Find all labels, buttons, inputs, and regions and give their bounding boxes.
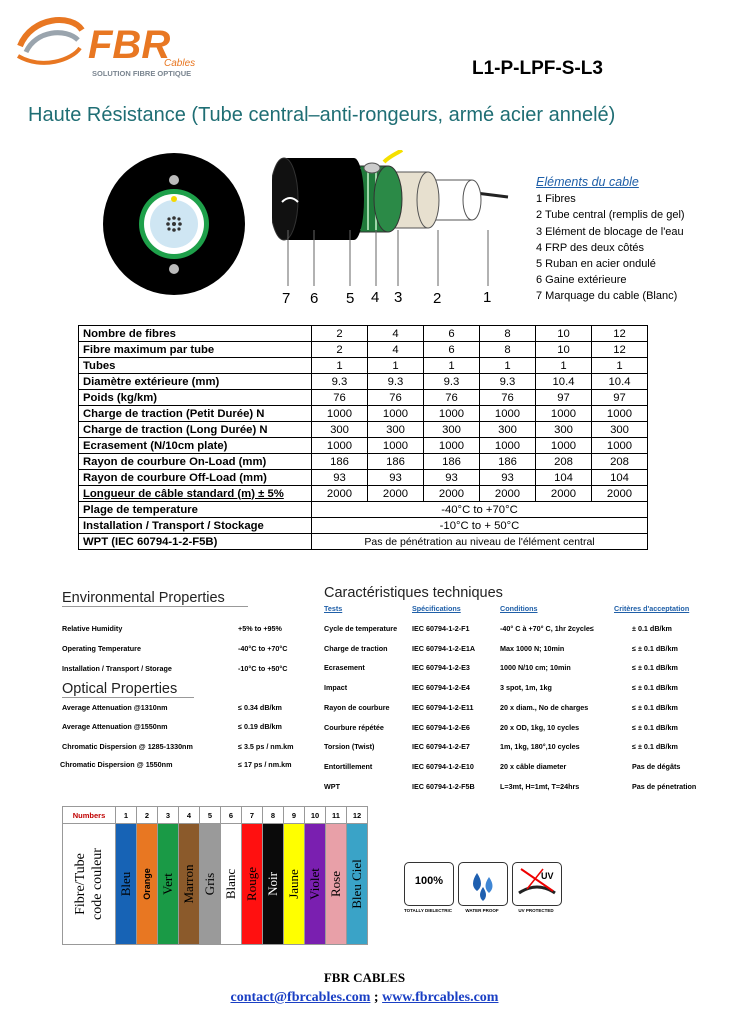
color-name: Violet — [307, 868, 322, 900]
fibre-tube-color-header: Fibre/Tube code couleur — [63, 824, 116, 945]
cable-elements-list — [536, 174, 726, 305]
tech-cell: Courbure répétée — [324, 722, 384, 732]
spec-value: 12 — [592, 342, 648, 358]
tech-cell: -40° C à +70° C, 1hr 2cycle≤ — [500, 624, 594, 633]
svg-text:UV: UV — [541, 871, 554, 881]
spec-value: 1000 — [592, 438, 648, 454]
tech-cell: IEC 60794-1-2-E6 — [412, 722, 470, 732]
optical-value: ≤ 17 ps / nm.km — [238, 760, 292, 769]
spec-value: 1 — [312, 358, 368, 374]
color-number: 4 — [179, 807, 200, 824]
color-swatch — [305, 824, 326, 945]
water-proof-caption: WATER PROOF — [465, 908, 499, 913]
spec-value: 1000 — [368, 406, 424, 422]
spec-value: 2000 — [312, 486, 368, 502]
element-item: 2 Tube central (remplis de gel) — [536, 209, 685, 222]
spec-value: 2000 — [536, 486, 592, 502]
spec-value: 2000 — [592, 486, 648, 502]
spec-row — [79, 438, 648, 454]
cable-cross-section-diagram — [102, 152, 246, 296]
spec-label: Charge de traction (Petit Durée) N — [79, 406, 312, 422]
footer-separator: ; — [370, 990, 383, 1005]
spec-label: Diamètre extérieure (mm) — [79, 374, 312, 390]
spec-row — [79, 326, 648, 342]
spec-value: 12 — [592, 326, 648, 342]
website-link[interactable]: www.fbrcables.com — [382, 990, 499, 1005]
color-number: 11 — [326, 807, 347, 824]
tech-cell: L=3mt, H=1mt, T=24hrs — [500, 781, 580, 791]
color-number: 6 — [221, 807, 242, 824]
color-name: Bleu — [118, 871, 133, 897]
spec-value: 300 — [536, 422, 592, 438]
color-swatch — [200, 824, 221, 945]
color-name: Bleu Ciel — [349, 859, 364, 909]
optical-value: ≤ 0.34 dB/km — [238, 703, 282, 712]
spec-value: 1 — [592, 358, 648, 374]
optical-value: ≤ 0.19 dB/km — [238, 722, 282, 731]
spec-value: 93 — [368, 470, 424, 486]
spec-value: 1000 — [424, 406, 480, 422]
color-swatch — [116, 824, 137, 945]
spec-row — [79, 470, 648, 486]
tech-cell: Charge de traction — [324, 643, 388, 653]
color-number: 1 — [116, 807, 137, 824]
tech-cell: IEC 60794-1-2-E4 — [412, 683, 470, 693]
spec-row — [79, 374, 648, 390]
spec-label: Poids (kg/km) — [79, 390, 312, 406]
color-swatch — [137, 824, 158, 945]
color-swatch — [284, 824, 305, 945]
color-swatch — [242, 824, 263, 945]
tech-cell: ≤ ± 0.1 dB/km — [632, 722, 678, 732]
spec-value: 1000 — [480, 406, 536, 422]
color-number: 8 — [263, 807, 284, 824]
tech-cell: IEC 60794-1-2-F1 — [412, 624, 470, 633]
spec-value: 2000 — [368, 486, 424, 502]
spec-value: 186 — [368, 454, 424, 470]
spec-value: 104 — [536, 470, 592, 486]
spec-label: Ecrasement (N/10cm plate) — [79, 438, 312, 454]
spec-value: Pas de pénétration au niveau de l'élément central — [312, 534, 648, 550]
spec-value: 4 — [368, 326, 424, 342]
svg-text:SOLUTION FIBRE OPTIQUE: SOLUTION FIBRE OPTIQUE — [92, 69, 192, 78]
tech-header: Conditions — [500, 604, 538, 613]
dielectric-caption: TOTALLY DIELECTRIC — [403, 908, 453, 913]
tech-cell: 1m, 1kg, 180°,10 cycles — [500, 742, 580, 752]
optical-value: ≤ 3.5 ps / nm.km — [238, 742, 294, 751]
svg-text:FBR: FBR — [88, 23, 171, 67]
footer-company: FBR CABLES — [323, 970, 406, 985]
spec-value: 6 — [424, 326, 480, 342]
color-name: Orange — [142, 868, 152, 900]
color-number: 9 — [284, 807, 305, 824]
tech-cell: Impact — [324, 683, 348, 693]
spec-value: 76 — [424, 390, 480, 406]
tech-cell: 20 x OD, 1kg, 10 cycles — [500, 722, 580, 732]
spec-row — [79, 342, 648, 358]
color-name: Rouge — [244, 867, 259, 901]
color-number: 5 — [200, 807, 221, 824]
diagram-number: 7 — [282, 290, 291, 307]
tech-header: Critères d'acceptation — [614, 604, 690, 613]
env-value: -40°C to +70°C — [238, 644, 288, 653]
spec-label: WPT (IEC 60794-1-2-F5B) — [79, 534, 312, 550]
color-name: Blanc — [223, 868, 238, 900]
spec-value: 76 — [480, 390, 536, 406]
spec-value: 1 — [424, 358, 480, 374]
spec-value: 9.3 — [424, 374, 480, 390]
spec-value: 10.4 — [536, 374, 592, 390]
spec-value: 9.3 — [312, 374, 368, 390]
color-number: 10 — [305, 807, 326, 824]
spec-value: 2 — [312, 326, 368, 342]
spec-row — [79, 518, 648, 534]
optical-key: Chromatic Dispersion @ 1285-1330nm — [62, 742, 193, 751]
tech-cell: ≤ ± 0.1 dB/km — [632, 702, 678, 712]
water-drops-icon — [459, 863, 507, 905]
spec-row — [79, 406, 648, 422]
spec-row — [79, 486, 648, 502]
spec-row — [79, 502, 648, 518]
tech-cell: WPT — [324, 781, 340, 791]
spec-value: 93 — [424, 470, 480, 486]
spec-table — [78, 325, 648, 550]
spec-value: 1 — [480, 358, 536, 374]
spec-value: 1000 — [536, 438, 592, 454]
spec-label: Rayon de courbure Off-Load (mm) — [79, 470, 312, 486]
spec-value: 9.3 — [368, 374, 424, 390]
env-value: +5% to +95% — [238, 624, 282, 633]
element-item: 5 Ruban en acier ondulé — [536, 258, 656, 271]
spec-value: 300 — [592, 422, 648, 438]
tech-header: Spécifications — [412, 604, 461, 613]
color-name: Marron — [181, 864, 196, 904]
env-key: Installation / Transport / Storage — [62, 664, 172, 673]
optical-key: Chromatic Dispersion @ 1550nm — [60, 760, 173, 769]
tech-cell: Rayon de courbure — [324, 702, 390, 712]
element-item: 1 Fibres — [536, 193, 576, 206]
spec-value: 300 — [480, 422, 536, 438]
environmental-title: Environmental Properties — [62, 590, 248, 607]
spec-value: 104 — [592, 470, 648, 486]
diagram-leader-lines — [270, 230, 510, 290]
color-number: 12 — [347, 807, 368, 824]
spec-value: 1000 — [312, 406, 368, 422]
spec-value: 76 — [368, 390, 424, 406]
product-code: L1-P-LPF-S-L3 — [472, 58, 603, 79]
spec-value: -40°C to +70°C — [312, 502, 648, 518]
spec-label: Longueur de câble standard (m) ± 5% — [79, 486, 312, 502]
tech-cell: ≤ ± 0.1 dB/km — [632, 683, 678, 693]
color-name: Jaune — [286, 869, 301, 899]
spec-row — [79, 390, 648, 406]
tech-cell: Pas de pénetration — [632, 781, 697, 791]
tech-cell: ≤ ± 0.1 dB/km — [632, 742, 678, 752]
spec-label: Fibre maximum par tube — [79, 342, 312, 358]
page-title: Haute Résistance (Tube central–anti-rongeurs, armé acier annelé) — [28, 104, 616, 126]
tech-cell: Ecrasement — [324, 663, 365, 673]
tech-cell: 20 x diam., No de charges — [500, 702, 589, 712]
tech-cell: Pas de dégâts — [632, 761, 681, 771]
spec-value: -10°C to + 50°C — [312, 518, 648, 534]
spec-label: Installation / Transport / Stockage — [79, 518, 312, 534]
svg-text:Cables: Cables — [164, 58, 196, 69]
spec-row — [79, 422, 648, 438]
spec-value: 2000 — [480, 486, 536, 502]
env-key: Operating Temperature — [62, 644, 141, 653]
uv-protected-badge — [512, 862, 562, 906]
spec-value: 10 — [536, 342, 592, 358]
spec-label: Nombre de fibres — [79, 326, 312, 342]
spec-value: 76 — [312, 390, 368, 406]
water-proof-badge — [458, 862, 508, 906]
numbers-label: Numbers — [63, 807, 116, 824]
email-link[interactable]: contact@fbrcables.com — [230, 990, 371, 1005]
color-name: Noir — [265, 872, 280, 896]
uv-protected-caption: UV PROTECTED — [518, 908, 554, 913]
spec-value: 186 — [480, 454, 536, 470]
spec-row — [79, 534, 648, 550]
tech-cell: IEC 60794-1-2-E11 — [412, 702, 474, 712]
spec-value: 1000 — [480, 438, 536, 454]
spec-value: 1 — [368, 358, 424, 374]
spec-value: 2000 — [424, 486, 480, 502]
color-number: 7 — [242, 807, 263, 824]
tech-header: Tests — [324, 604, 343, 613]
spec-label: Plage de temperature — [79, 502, 312, 518]
spec-value: 300 — [424, 422, 480, 438]
diagram-number: 4 — [371, 289, 380, 306]
spec-value: 1000 — [424, 438, 480, 454]
tech-cell: Max 1000 N; 10min — [500, 643, 565, 653]
tech-cell: IEC 60794-1-2-E10 — [412, 761, 474, 771]
color-swatch — [158, 824, 179, 945]
diagram-number: 2 — [433, 290, 442, 307]
spec-value: 186 — [424, 454, 480, 470]
spec-value: 208 — [592, 454, 648, 470]
spec-value: 8 — [480, 326, 536, 342]
spec-row — [79, 454, 648, 470]
optical-key: Average Attenuation @1310nm — [62, 703, 168, 712]
tech-cell: Cycle de temperature — [324, 624, 398, 633]
spec-value: 1000 — [592, 406, 648, 422]
diagram-number: 1 — [483, 289, 492, 306]
spec-value: 1000 — [312, 438, 368, 454]
uv-icon — [513, 863, 561, 905]
tech-cell: ≤ ± 0.1 dB/km — [632, 663, 678, 673]
spec-label: Rayon de courbure On-Load (mm) — [79, 454, 312, 470]
spec-value: 1000 — [368, 438, 424, 454]
tech-cell: IEC 60794-1-2-F5B — [412, 781, 475, 791]
color-swatch — [179, 824, 200, 945]
optical-title: Optical Properties — [62, 681, 194, 698]
tech-cell: IEC 60794-1-2-E1A — [412, 643, 476, 653]
dielectric-badge: 100% — [404, 862, 454, 906]
tech-cell: ± 0.1 dB/km — [632, 624, 672, 633]
spec-label: Charge de traction (Long Durée) N — [79, 422, 312, 438]
spec-value: 10.4 — [592, 374, 648, 390]
color-swatch — [221, 824, 242, 945]
spec-value: 6 — [424, 342, 480, 358]
element-item: 7 Marquage du cable (Blanc) — [536, 290, 678, 303]
element-item: 6 Gaine extérieure — [536, 274, 627, 287]
color-name: Rose — [328, 871, 343, 897]
diagram-number: 3 — [394, 289, 403, 306]
spec-value: 97 — [536, 390, 592, 406]
color-code-table — [62, 806, 368, 945]
spec-value: 1000 — [536, 406, 592, 422]
spec-value: 300 — [368, 422, 424, 438]
spec-value: 9.3 — [480, 374, 536, 390]
tech-cell: Entortillement — [324, 761, 373, 771]
tech-title: Caractéristiques techniques — [324, 585, 503, 601]
element-item: 3 Elément de blocage de l'eau — [536, 225, 684, 238]
tech-cell: IEC 60794-1-2-E7 — [412, 742, 470, 752]
spec-value: 93 — [480, 470, 536, 486]
footer-contact — [0, 990, 729, 1006]
tech-cell: 3 spot, 1m, 1kg — [500, 683, 552, 693]
element-item: 4 FRP des deux côtés — [536, 241, 645, 254]
color-number: 3 — [158, 807, 179, 824]
spec-value: 10 — [536, 326, 592, 342]
spec-value: 1 — [536, 358, 592, 374]
spec-value: 93 — [312, 470, 368, 486]
env-value: -10°C to +50°C — [238, 664, 288, 673]
tech-cell: IEC 60794-1-2-E3 — [412, 663, 470, 673]
spec-value: 186 — [312, 454, 368, 470]
tech-cell: 1000 N/10 cm; 10min — [500, 663, 571, 673]
elements-header: Eléments du cable — [536, 175, 639, 189]
env-key: Relative Humidity — [62, 624, 123, 633]
company-logo — [12, 8, 212, 80]
spec-value: 97 — [592, 390, 648, 406]
tech-cell: Torsion (Twist) — [324, 742, 375, 752]
spec-row — [79, 358, 648, 374]
spec-value: 208 — [536, 454, 592, 470]
tech-cell: ≤ ± 0.1 dB/km — [632, 643, 678, 653]
spec-label: Tubes — [79, 358, 312, 374]
color-name: Vert — [160, 873, 175, 895]
color-number: 2 — [137, 807, 158, 824]
diagram-number: 6 — [310, 290, 319, 307]
color-swatch — [347, 824, 368, 945]
diagram-number: 5 — [346, 290, 355, 307]
spec-value: 300 — [312, 422, 368, 438]
color-swatch — [326, 824, 347, 945]
spec-value: 4 — [368, 342, 424, 358]
color-name: Gris — [202, 872, 217, 896]
tech-cell: 20 x câble diameter — [500, 761, 567, 771]
optical-key: Average Attenuation @1550nm — [62, 722, 168, 731]
spec-value: 8 — [480, 342, 536, 358]
spec-value: 2 — [312, 342, 368, 358]
color-swatch — [263, 824, 284, 945]
